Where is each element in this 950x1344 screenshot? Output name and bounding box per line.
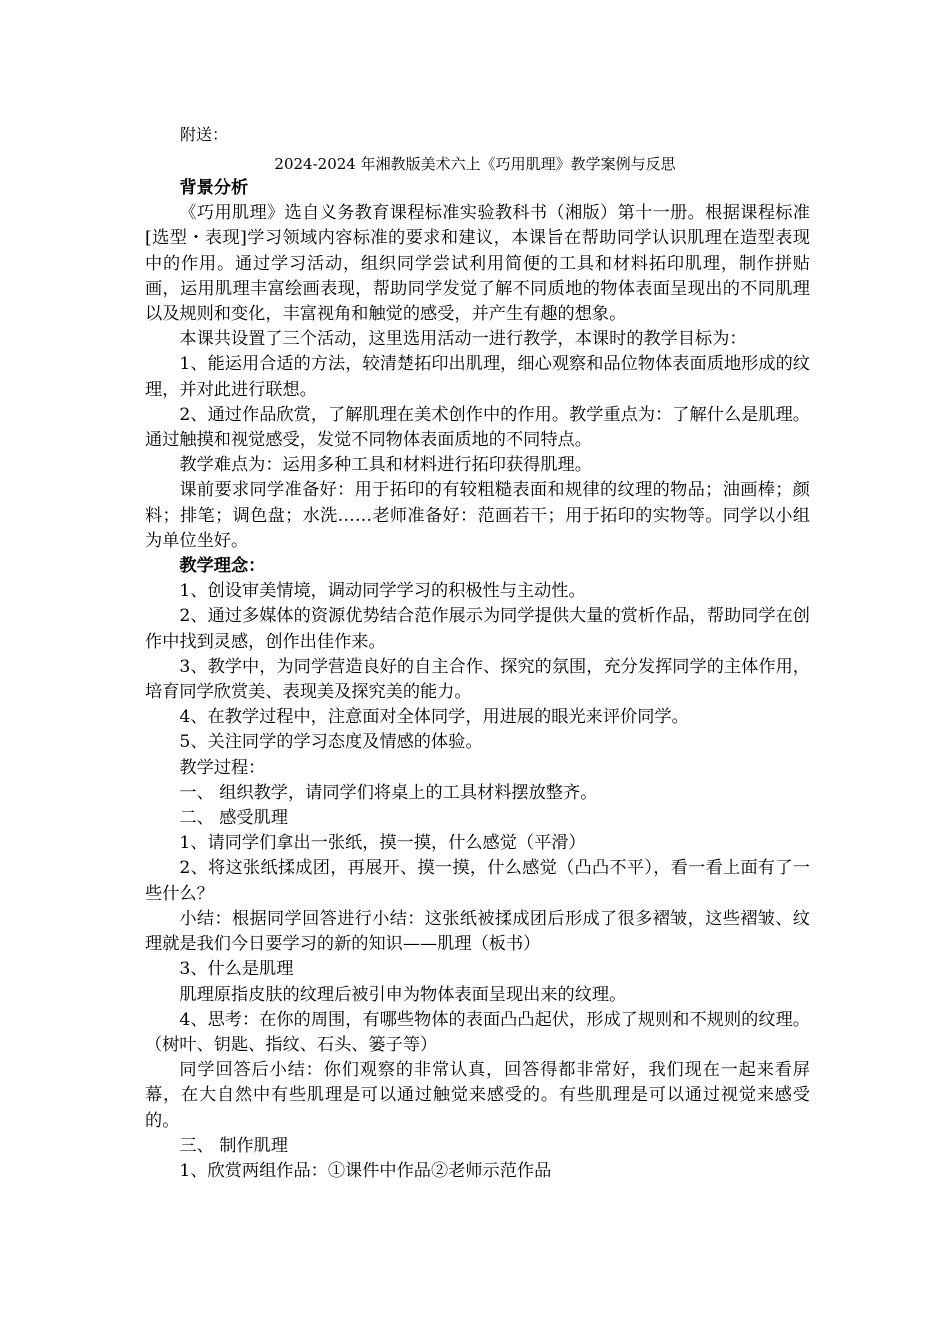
paragraph: 同学回答后小结：你们观察的非常认真，回答得都非常好，我们现在一起来看屏幕，在大自然中有些肌理是可以通过触觉来感受的。有些肌理是可以通过视觉来感受的。	[145, 1060, 810, 1131]
document-body	[145, 176, 810, 1184]
paragraph: 一、 组织教学，请同学们将桌上的工具材料摆放整齐。	[179, 782, 598, 803]
section-heading: 教学理念：	[179, 556, 266, 577]
paragraph: 教学过程：	[179, 757, 266, 778]
attachment-label: 附送：	[180, 125, 229, 144]
paragraph: 三、 制作肌理	[179, 1135, 288, 1156]
paragraph: 教学难点为：运用多种工具和材料进行拓印获得肌理。	[179, 455, 592, 476]
paragraph: 1、欣赏两组作品：①课件中作品②老师示范作品	[179, 1160, 552, 1181]
paragraph: 二、 感受肌理	[179, 808, 288, 829]
paragraph: 2、将这张纸揉成团，再展开、摸一摸，什么感觉（凸凸不平），看一看上面有了一些什么？	[145, 858, 810, 904]
paragraph: 肌理原指皮肤的纹理后被引申为物体表面呈现出来的纹理。	[179, 984, 627, 1005]
paragraph: 3、教学中，为同学营造良好的自主合作、探究的氛围，充分发挥同学的主体作用，培育同学欣赏美、表现美及探究美的能力。	[145, 656, 810, 703]
paragraph: 5、关注同学的学习态度及情感的体验。	[179, 732, 483, 753]
paragraph: 4、思考：在你的周围，有哪些物体的表面凸凸起伏，形成了规则和不规则的纹理。（树叶、钥匙、指纹、石头、篓子等）	[145, 1009, 810, 1055]
paragraph: 3、什么是肌理	[179, 959, 294, 980]
paragraph: 4、在教学过程中，注意面对全体同学，用进展的眼光来评价同学。	[179, 707, 689, 728]
paragraph: 2、通过多媒体的资源优势结合范作展示为同学提供大量的赏析作品，帮助同学在创作中找到灵感，创作出佳作来。	[145, 606, 810, 652]
section-heading: 背景分析	[179, 178, 249, 198]
paragraph: 2、通过作品欣赏，了解肌理在美术创作中的作用。教学重点为：了解什么是肌理。通过触摸和视觉感受，发觉不同物体表面质地的不同特点。	[145, 404, 810, 451]
paragraph: 1、能运用合适的方法，较清楚拓印出肌理，细心观察和品位物体表面质地形成的纹理，并对此进行联想。	[145, 354, 810, 400]
paragraph: 小结：根据同学回答进行小结：这张纸被揉成团后形成了很多褶皱，这些褶皱、纹理就是我们今日要学习的新的知识——肌理（板书）	[145, 908, 810, 955]
paragraph: 本课共设置了三个活动，这里选用活动一进行教学，本课时的教学目标为：	[179, 329, 747, 350]
paragraph: 1、创设审美情境，调动同学学习的积极性与主动性。	[179, 581, 586, 602]
paragraph: 1、请同学们拿出一张纸，摸一摸，什么感觉（平滑）	[179, 833, 586, 854]
paragraph: 《巧用肌理》选自义务教育课程标准实验教科书（湘版）第十一册。根据课程标准[选型・表现]学习领域内容标准的要求和建议，本课旨在帮助同学认识肌理在造型表现中的作用。通过学习活动，组织同学尝试利用简便的工具和材料拓印肌理，制作拼贴画，运用肌理丰富绘画表现，帮助同学发觉了解不同质地的物体表面呈现出的不同肌理以及规则和变化，丰富视角和触觉的感受，并产生有趣的想象。	[145, 203, 810, 325]
paragraph: 课前要求同学准备好：用于拓印的有较粗糙表面和规律的纹理的物品；油画棒；颜料；排笔；调色盘；水洗……老师准备好：范画若干；用于拓印的实物等。同学以小组为单位坐好。	[145, 480, 810, 551]
document-title: 2024-2024 年湘教版美术六上《巧用肌理》教学案例与反思	[274, 155, 676, 173]
